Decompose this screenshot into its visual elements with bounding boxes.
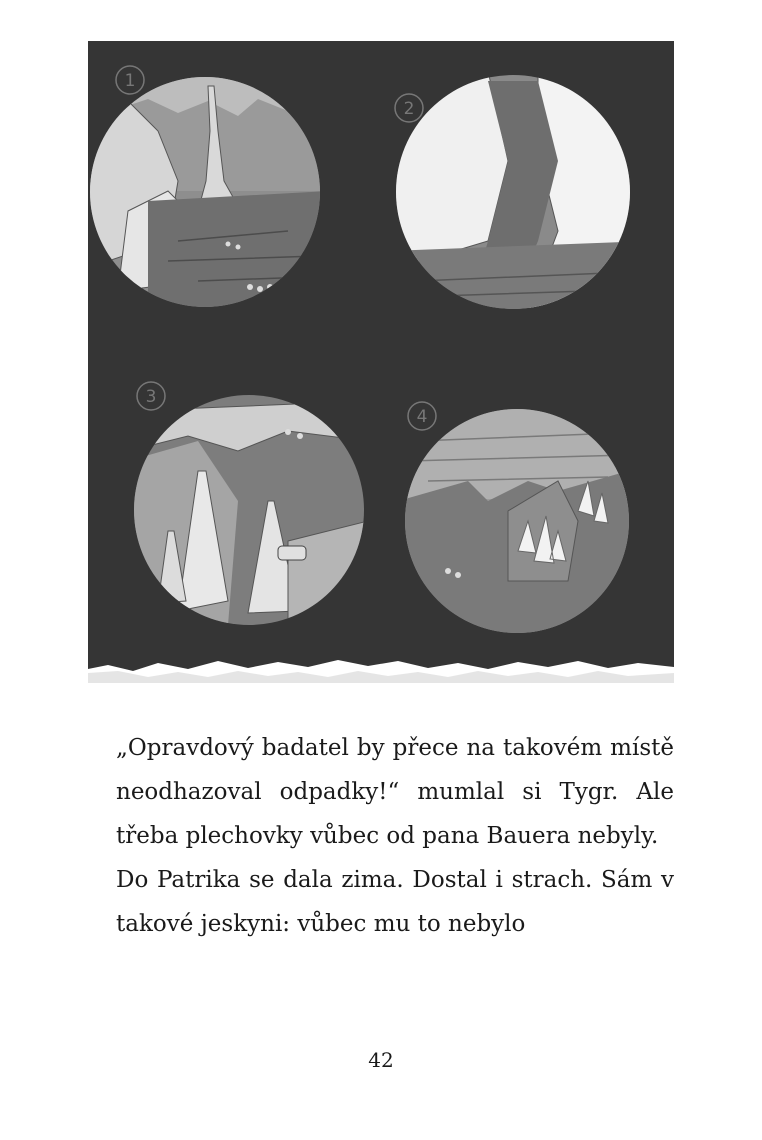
page-number: 42 [368, 1048, 394, 1072]
paragraph-1: „Opravdový badatel by přece na takovém místě neodhazoval odpadky!“ mumlal si Tygr. Ale třeba plechovky vůbec od pana Bauera nebyly. [116, 735, 674, 849]
svg-text:4: 4 [416, 407, 428, 427]
illustration-panel [88, 41, 674, 695]
cave-scenes-illustration [88, 41, 674, 695]
paragraph-2: Do Patrika se dala zima. Dostal i strach. Sám v takové jeskyni: vůbec mu to nebylo [116, 867, 674, 937]
body-text [116, 726, 674, 946]
svg-text:1: 1 [124, 71, 136, 91]
svg-text:2: 2 [403, 99, 415, 119]
svg-text:3: 3 [145, 387, 157, 407]
